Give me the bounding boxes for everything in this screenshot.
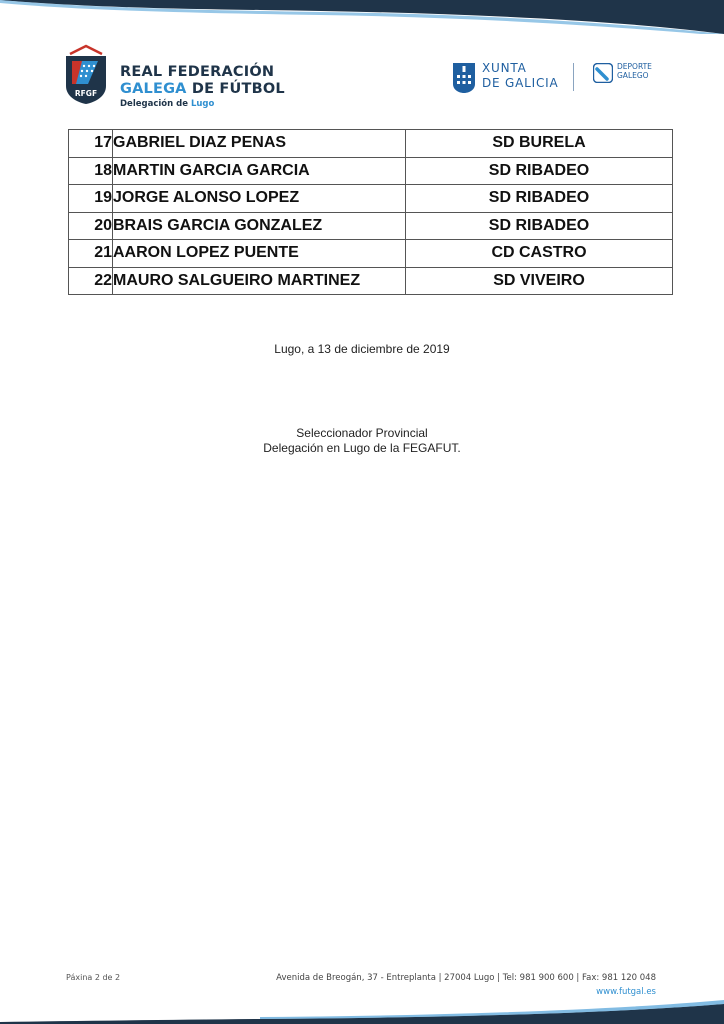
player-name: BRAIS GARCIA GONZALEZ	[113, 212, 406, 240]
player-number: 20	[69, 212, 113, 240]
federation-name-line2	[120, 81, 285, 98]
signature-title: Seleccionador Provincial	[296, 426, 428, 440]
player-name: MARTIN GARCIA GARCIA	[113, 157, 406, 185]
player-club: SD RIBADEO	[406, 212, 673, 240]
xunta-de-galicia-logo	[482, 61, 559, 91]
delegation-label	[120, 98, 285, 110]
rfgf-shield-logo	[62, 44, 110, 106]
player-name: JORGE ALONSO LOPEZ	[113, 185, 406, 213]
player-club: SD VIVEIRO	[406, 267, 673, 295]
xunta-emblem-icon	[452, 62, 476, 94]
player-club: SD RIBADEO	[406, 157, 673, 185]
signature-organization: Delegación en Lugo de la FEGAFUT.	[263, 441, 461, 455]
page-number: Páxina 2 de 2	[66, 973, 121, 982]
place-and-date: Lugo, a 13 de diciembre de 2019	[274, 342, 450, 356]
player-club: CD CASTRO	[406, 240, 673, 268]
table-row	[69, 185, 673, 213]
player-name: MAURO SALGUEIRO MARTINEZ	[113, 267, 406, 295]
federation-name-line1: REAL FEDERACIÓN	[120, 64, 275, 80]
footer-address: Avenida de Breogán, 37 - Entreplanta | 27004 Lugo | Tel: 981 900 600 | Fax: 981 120 048	[276, 973, 656, 983]
deporte-line1: DEPORTE	[617, 62, 652, 71]
footer-website-link[interactable]: www.futgal.es	[596, 987, 656, 997]
deporte-galego-icon	[593, 63, 613, 83]
federation-name-de-futbol: DE FÚTBOL	[186, 81, 285, 97]
player-number: 17	[69, 130, 113, 158]
table-row	[69, 267, 673, 295]
player-club: SD RIBADEO	[406, 185, 673, 213]
player-number: 18	[69, 157, 113, 185]
player-number: 22	[69, 267, 113, 295]
player-number: 21	[69, 240, 113, 268]
delegation-city: Lugo	[190, 99, 215, 109]
xunta-line1: XUNTA	[482, 61, 527, 75]
federation-name-block	[120, 64, 285, 110]
deporte-galego-logo	[617, 62, 652, 80]
table-row	[69, 130, 673, 158]
table-row	[69, 212, 673, 240]
header-decorative-band	[0, 0, 724, 34]
player-name: GABRIEL DIAZ PENAS	[113, 130, 406, 158]
delegation-prefix: Delegación de	[120, 99, 191, 109]
logo-text: RFGF	[74, 89, 98, 98]
logo-divider	[573, 63, 574, 91]
table-row	[69, 240, 673, 268]
deporte-line2: GALEGO	[617, 71, 649, 80]
player-roster-table	[68, 129, 673, 295]
player-number: 19	[69, 185, 113, 213]
table-row	[69, 157, 673, 185]
footer-decorative-band	[0, 996, 724, 1024]
federation-name-galega: GALEGA	[120, 81, 187, 97]
xunta-line2: DE GALICIA	[482, 76, 559, 90]
player-club: SD BURELA	[406, 130, 673, 158]
player-name: AARON LOPEZ PUENTE	[113, 240, 406, 268]
